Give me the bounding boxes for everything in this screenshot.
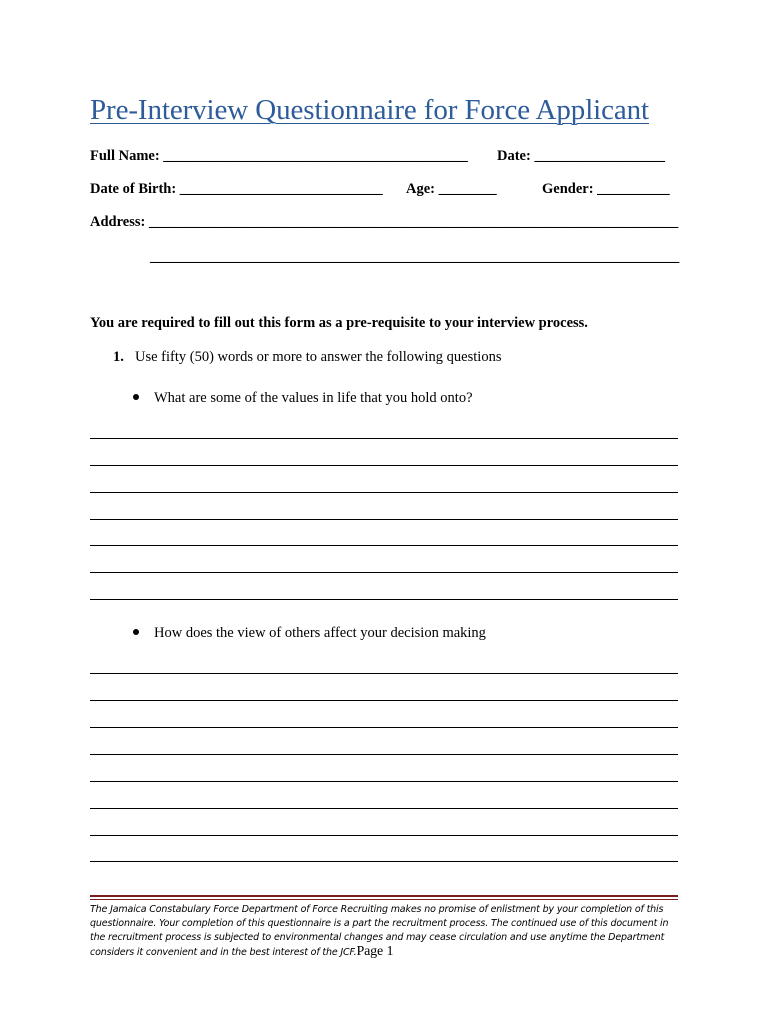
- age-label: Age:: [406, 181, 435, 197]
- bullet-text: How does the view of others affect your decision making: [154, 625, 486, 641]
- dob-field[interactable]: [90, 181, 383, 198]
- answer-line[interactable]: [90, 700, 678, 701]
- gender-field[interactable]: [542, 181, 670, 198]
- footer-divider-thin: [90, 899, 678, 900]
- bullet-question-values: [133, 390, 473, 407]
- gender-blank[interactable]: __________: [597, 181, 670, 197]
- dob-label: Date of Birth:: [90, 181, 177, 197]
- full-name-label: Full Name:: [90, 148, 160, 164]
- answer-line[interactable]: [90, 519, 678, 520]
- answer-line[interactable]: [90, 673, 678, 674]
- answer-line[interactable]: [90, 545, 678, 546]
- date-label: Date:: [497, 148, 531, 164]
- full-name-field[interactable]: [90, 148, 468, 165]
- answer-line[interactable]: [90, 781, 678, 782]
- question-number: 1.: [113, 349, 124, 365]
- address-blank[interactable]: _________________________________________________________________________: [148, 214, 679, 230]
- question-1: [113, 349, 501, 366]
- answer-line[interactable]: [90, 861, 678, 862]
- intro-instruction: You are required to fill out this form as a pre-requisite to your interview process.: [90, 315, 588, 331]
- question-text: Use fifty (50) words or more to answer the following questions: [135, 349, 502, 365]
- bullet-question-views: [133, 625, 486, 642]
- answer-line[interactable]: [90, 438, 678, 439]
- answer-line[interactable]: [90, 599, 678, 600]
- answer-line[interactable]: [90, 835, 678, 836]
- page-title: Pre-Interview Questionnaire for Force Applicant: [90, 94, 650, 126]
- footer-text: The Jamaica Constabulary Force Department of Force Recruiting makes no promise of enlistment by your completion of this questionnaire. Your completion of this questionnaire is a part the recruitment process. The continued use of this document in the recruitment process is subjected to environmental changes and may cease circulation and use anytime the Department considers it convenient and in the best interest of the JCF.: [90, 904, 669, 958]
- address-blank-2[interactable]: _________________________________________________________________________: [150, 249, 680, 265]
- answer-line[interactable]: [90, 754, 678, 755]
- answer-line[interactable]: [90, 492, 678, 493]
- page-number: Page 1: [356, 944, 394, 959]
- answer-line[interactable]: [90, 727, 678, 728]
- answer-line[interactable]: [90, 465, 678, 466]
- dob-blank[interactable]: ____________________________: [179, 181, 383, 197]
- gender-label: Gender:: [542, 181, 594, 197]
- answer-line[interactable]: [90, 572, 678, 573]
- address-label: Address:: [90, 214, 146, 230]
- date-blank[interactable]: __________________: [534, 148, 665, 164]
- date-field[interactable]: [497, 148, 665, 165]
- bullet-icon: [133, 629, 139, 635]
- footer-divider: [90, 895, 678, 897]
- bullet-text: What are some of the values in life that you hold onto?: [154, 390, 473, 406]
- address-field[interactable]: [90, 214, 678, 231]
- footer-disclaimer: [90, 903, 678, 960]
- answer-line[interactable]: [90, 808, 678, 809]
- age-field[interactable]: [406, 181, 497, 198]
- address-field-line-2[interactable]: [150, 249, 679, 266]
- age-blank[interactable]: ________: [438, 181, 497, 197]
- bullet-icon: [133, 394, 139, 400]
- full-name-blank[interactable]: __________________________________________: [163, 148, 468, 164]
